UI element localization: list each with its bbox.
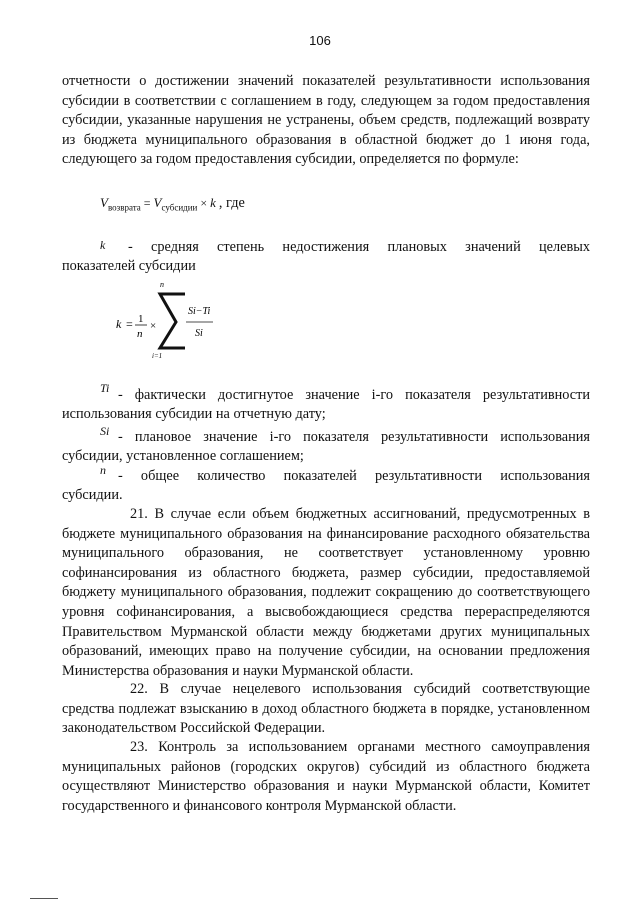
t-symbol: Ti [100, 381, 110, 395]
k-definition-line2: показателей субсидии [62, 258, 196, 274]
formula-times: × [200, 196, 208, 210]
k-definition-line1: - средняя степень недостижения плановых значений целевых [128, 239, 590, 255]
sigma-icon [160, 294, 185, 348]
s-symbol: Si [100, 424, 110, 438]
formula-v: V [100, 195, 108, 210]
n-symbol: n [100, 463, 106, 477]
n-definition-line1: - общее количество показателей результативности использования [118, 468, 590, 484]
page-number: 106 [309, 33, 331, 48]
t-definition-line1: - фактически достигнутое значение i-го показателя результативности [118, 387, 590, 403]
formula2-eq: = [126, 317, 133, 331]
formula2-sum-top: n [160, 280, 164, 289]
s-definition-line1: - плановое значение i-го показателя результативности использования [118, 429, 590, 445]
paragraph-21: 21. В случае если объем бюджетных ассигнований, предусмотренных в бюджете муниципального образования на финансирование расходного обязательства муниципального образования, не соответствует установленному уровню софинансирования из областного бюджета, размер субсидии, предоставляемой бюджету муниципального образования, подлежит сокращению до соответствующего уровня софинансирования, а высвобождающиеся средства перераспределяются Правительством Мурманской области между бюджетами других муниципальных образований, имеющих право на получение субсидии, на основании предложения Министерства образования и науки Мурманской области. [62, 506, 590, 679]
s-definition-line2: субсидии, установленное соглашением; [62, 448, 304, 464]
formula2-times: × [150, 320, 157, 332]
formula2-n: n [137, 328, 143, 340]
formula-return-volume [100, 195, 245, 212]
formula2-denominator: Si [195, 328, 203, 339]
formula2-sum-bottom: i=1 [152, 352, 163, 360]
formula-eq: = [143, 196, 151, 210]
n-definition-line2: субсидии. [62, 487, 123, 503]
paragraph-22: 22. В случае нецелевого использования субсидий соответствующие средства подлежат взысканию в доход областного бюджета в порядке, установленном законодательством Российской Федерации. [62, 681, 590, 737]
footer-rule [30, 898, 58, 899]
paragraph-23: 23. Контроль за использованием органами местного самоуправления муниципальных районов (городских округов) субсидий из областного бюджета осуществляют Министерство образования и науки Мурманской области, Комитет государственного и финансового контроля Мурманской области. [62, 739, 590, 814]
formula2-numerator: Si−Ti [188, 306, 211, 317]
formula-sub-return: возврата [107, 202, 141, 213]
formula-suffix: , где [218, 195, 245, 211]
formula2-one: 1 [138, 313, 144, 325]
formula-k: k [210, 195, 216, 210]
t-definition-line2: использования субсидии на отчетную дату; [62, 406, 326, 422]
k-symbol: k [100, 238, 106, 252]
formula2-k: k [116, 317, 122, 331]
formula-sum [100, 280, 260, 360]
formula-v2: V [153, 195, 162, 210]
paragraph-intro: отчетности о достижении значений показателей результативности использования субсидии в соответствии с соглашением в году, следующем за годом предоставления субсидии, указанные нарушения не устранены, объем средств, подлежащий возврату из бюджета муниципального образования в областной бюджет до 1 июня года, следующего за годом предоставления субсидии, определяется по формуле: [62, 73, 590, 168]
formula-sub-subsidy: субсидии [161, 202, 198, 213]
